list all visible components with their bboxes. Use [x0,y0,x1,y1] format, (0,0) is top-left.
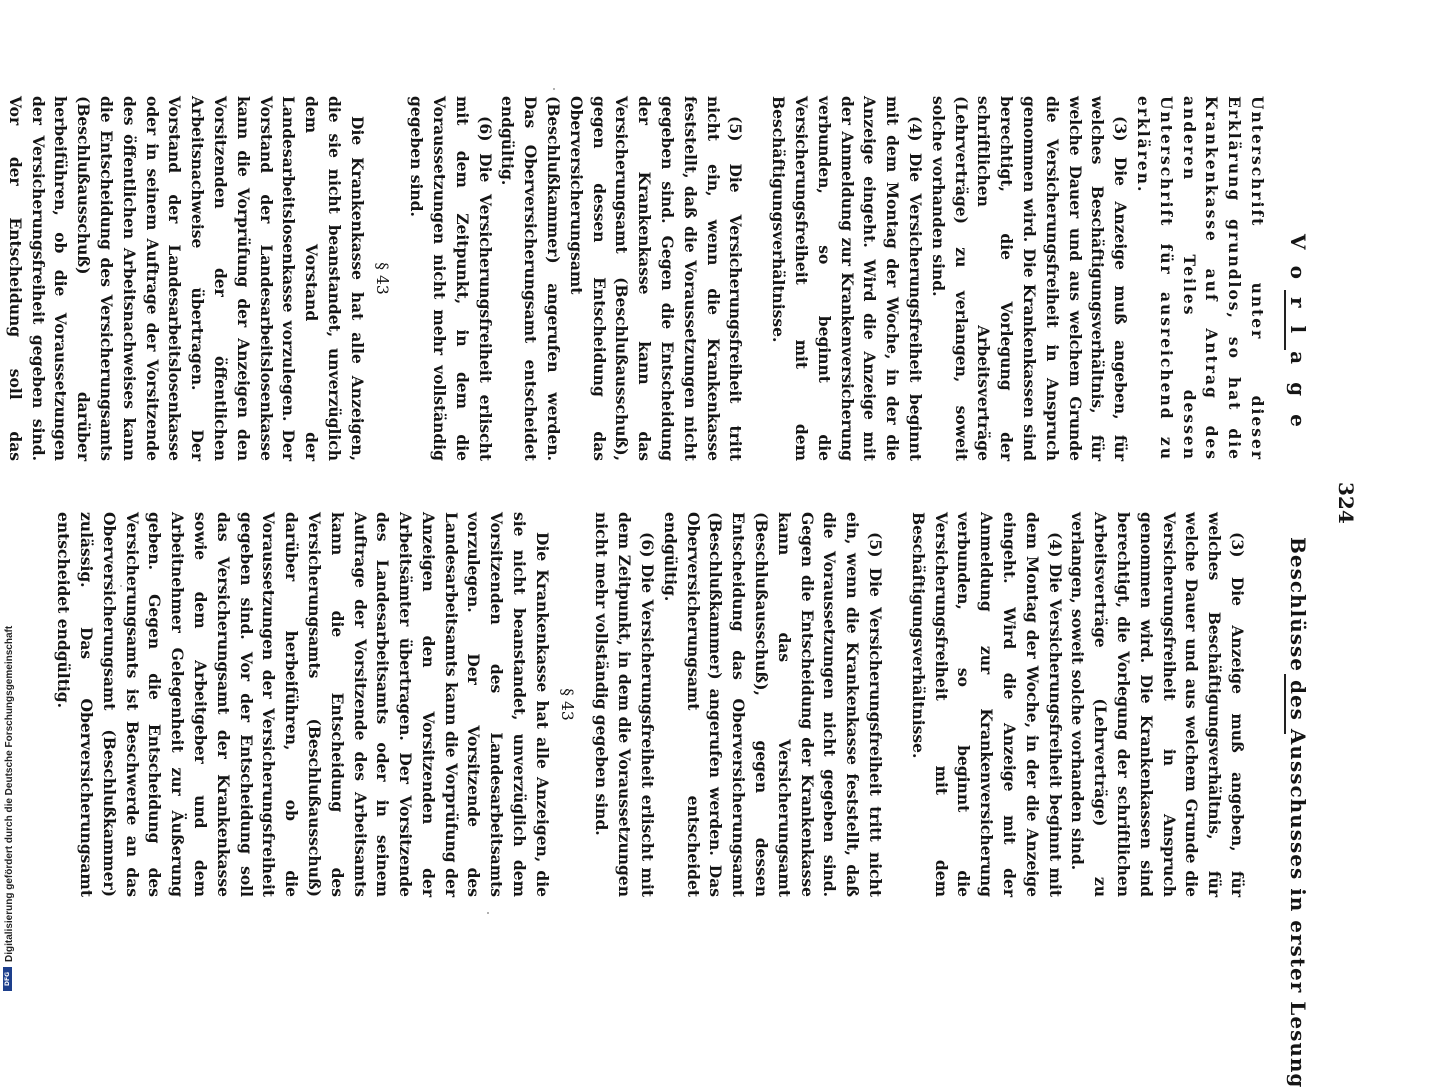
vorlage-section-43-text: Die Krankenkasse hat alle Anzeigen, die sie nicht beanstandet, unverzüglich dem Vorstand der Landesarbeitslosenkasse vorzulegen. Der Vorstand der Landesarbeitslosenkasse kann die Vorprüfung der Anzeigen den Vorsitzenden der öffentlichen Arbeitsnachweise übertragen. Der Vorstand der Landesarbeitslosenkasse oder in seinem Auftrage der Vorsitzende des öffentlichen Arbeitsnachweises kann die Entscheidung des Versicherungsamts (Beschlußausschuß) darüber herbeiführen, ob die Voraussetzungen der Versicherungsfreiheit gegeben sind. Vor der Entscheidung soll das [5,96,367,461]
beschluesse-section-43-text: Die Krankenkasse hat alle Anzeigen, die sie nicht beanstandet, unverzüglich dem Vorsitzenden des Landesarbeitsamts vorzulegen. Der Vorsitzende des Landesarbeitsamts kann die Vorprüfung der Anzeigen den Vorsitzenden der Arbeitsämter übertragen. Der Vorsitzende des Landesarbeitsamts oder in seinem Auftrage der Vorsitzende des Arbeitsamts kann die Entscheidung des Versicherungsamts (Beschlußausschuß) darüber herbeiführen, ob die Voraussetzungen der Versicherungsfreiheit gegeben sind. Vor der Entscheidung soll das Versicherungsamt der Krankenkasse sowie dem Arbeitgeber und dem Arbeitnehmer Gelegenheit zur Äußerung geben. Gegen die Entscheidung des Versicherungsamts ist Beschwerde an das Oberversicherungsamt (Beschlußkammer) zulässig. Das Oberversicherungsamt entscheidet endgültig. [54,512,552,897]
vorlage-paragraph-3: (3) Die Anzeige muß angeben, für welches Beschäftigungsverhältnis, für welche Dauer und aus welchem Grunde die Versicherungsfreiheit in Anspruch genommen wird. Die Krankenkassen sind berechtigt, die Vorlegung der schriftlichen Arbeitsverträge (Lehrverträge) zu verlangen, soweit solche vorhanden sind. [928,96,1131,461]
vorlage-paragraph-6: (6) Die Versicherungsfreiheit erlischt mit dem Zeitpunkt, in dem die Voraussetzungen nicht mehr vollständig gegeben sind. [407,96,495,461]
column-vorlage [0,96,1268,461]
dfg-logo: DFG [3,967,12,991]
beschluesse-paragraph-6: (6) Die Versicherungsfreiheit erlischt mit dem Zeitpunkt, in dem die Voraussetzungen nicht mehr vollständig gegeben sind. [592,512,658,897]
beschluesse-section-title: § 43 [557,688,576,721]
column-beschluesse [51,512,1268,897]
digitization-credit: Digitalisierung gefördert durch die Deutsche Forschungsgemeinschaft [4,625,15,962]
vorlage-lead: Unterschrift unter dieser Erklärung grundlos, so hat die Krankenkasse auf Antrag des anderen Teiles dessen Unterschrift für ausreichend zu erklären. [1134,96,1267,461]
scan-speck [553,88,555,90]
beschluesse-paragraph-4: (4) Die Versicherungsfreiheit beginnt mit dem Montag der Woche, in der die Anzeige eingeht. Wird die Anzeige mit der Anmeldung zur Krankenversicherung verbunden, so beginnt die Versicherungsfreiheit mit dem Beschäftigungsverhältnisse. [908,512,1065,897]
scan-speck [120,585,122,587]
vorlage-paragraph-4: (4) Die Versicherungsfreiheit beginnt mit dem Montag der Woche, in der die Anzeige eingeht. Wird die Anzeige mit der Anmeldung zur Krankenversicherung verbunden, so beginnt die Versicherungsfreiheit mit dem Beschäftigungsverhältnisse. [769,96,926,461]
header-beschluesse: Beschlüsse des Ausschusses in erster Lesung [1286,537,1310,1088]
beschluesse-paragraph-3: (3) Die Anzeige muß angeben, für welches Beschäftigungsverhältnis, für welche Dauer und aus welchem Grunde die Versicherungsfreiheit in Anspruch genommen wird. Die Krankenkassen sind berechtigt, die Vorlegung der schriftlichen Arbeitsverträge (Lehrverträge) zu verlangen, soweit solche vorhanden sind. [1068,512,1247,897]
page-number: 324 [1334,482,1358,524]
scan-speck [487,912,489,914]
beschluesse-paragraph-5: (5) Die Versicherungsfreiheit tritt nicht ein, wenn die Krankenkasse feststellt, daß die Voraussetzungen nicht gegeben sind. Gegen die Entscheidung der Krankenkasse kann das Versicherungsamt (Beschlußausschuß), gegen dessen Entscheidung das Oberversicherungsamt (Beschlußkammer) angerufen werden. Das Oberversicherungsamt entscheidet endgültig. [660,512,886,897]
vorlage-paragraph-5: (5) Die Versicherungsfreiheit tritt nicht ein, wenn die Krankenkasse feststellt, daß die Voraussetzungen nicht gegeben sind. Gegen die Entscheidung der Krankenkasse kann das Versicherungsamt (Beschlußausschuß), gegen dessen Entscheidung das Oberversicherungsamt (Beschlußkammer) angerufen werden. Das Oberversicherungsamt entscheidet endgültig. [498,96,746,461]
header-rule-left [1284,290,1286,350]
header-vorlage: Vorlage [1286,234,1310,445]
vorlage-section-title: § 43 [372,262,391,295]
header-rule-right [1284,674,1286,734]
